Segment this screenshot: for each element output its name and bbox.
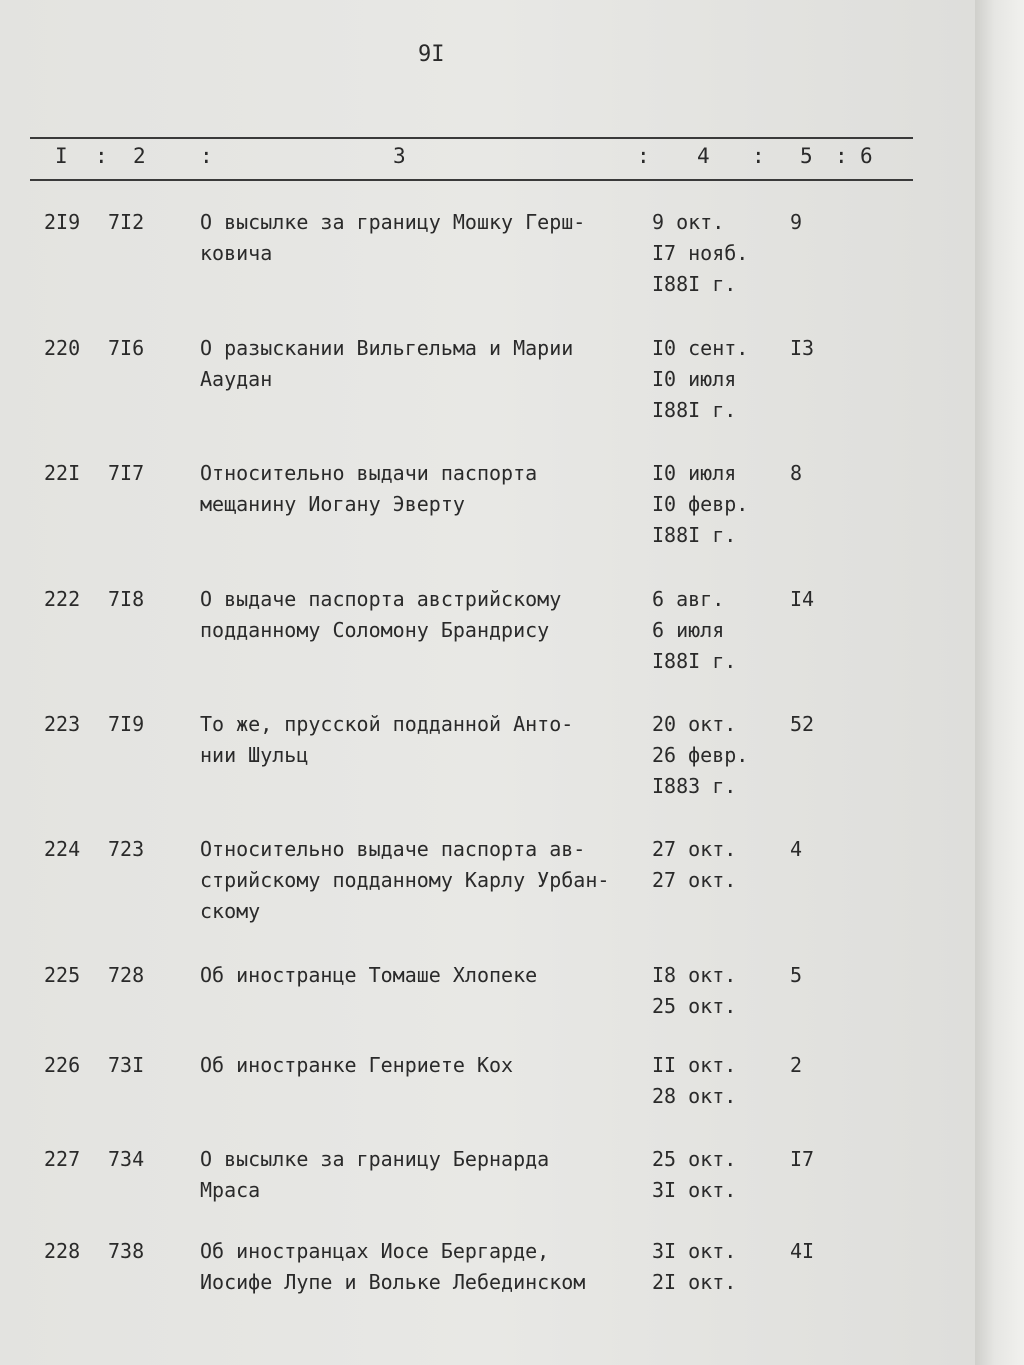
case-dates: II окт. 28 окт.: [652, 1053, 737, 1108]
sheet-count: I4: [790, 587, 815, 611]
header-separator: :: [637, 144, 650, 168]
case-dates: 3I окт. 2I окт.: [652, 1239, 737, 1294]
row-number: 223: [44, 712, 81, 736]
case-dates: 6 авг. 6 июля I88I г.: [652, 587, 737, 673]
case-number: 7I8: [108, 587, 145, 611]
case-dates: 27 окт. 27 окт.: [652, 837, 737, 892]
case-dates: 20 окт. 26 февр. I883 г.: [652, 712, 749, 798]
case-title: О высылке за границу Мошку Герш- ковича: [200, 210, 586, 265]
case-number: 73I: [108, 1053, 145, 1077]
row-number: 227: [44, 1147, 81, 1171]
case-number: 7I9: [108, 712, 145, 736]
case-number: 7I7: [108, 461, 145, 485]
row-number: 2I9: [44, 210, 81, 234]
row-number: 225: [44, 963, 81, 987]
sheet-count: 5: [790, 963, 803, 987]
case-title: Относительно выдаче паспорта ав- стрийскому подданному Карлу Урбан- скому: [200, 837, 610, 923]
row-number: 222: [44, 587, 81, 611]
header-col-4: 4: [697, 144, 710, 168]
sheet-count: 4: [790, 837, 803, 861]
page-edge: [975, 0, 1024, 1365]
header-col-2: 2: [133, 144, 146, 168]
case-number: 738: [108, 1239, 145, 1263]
header-bottom-rule: [30, 179, 913, 181]
case-dates: I0 июля I0 февр. I88I г.: [652, 461, 749, 547]
row-number: 224: [44, 837, 81, 861]
case-number: 7I6: [108, 336, 145, 360]
case-dates: I0 сент. I0 июля I88I г.: [652, 336, 749, 422]
case-number: 723: [108, 837, 145, 861]
case-title: То же, прусской подданной Анто- нии Шульц: [200, 712, 574, 767]
header-separator: :: [752, 144, 765, 168]
row-number: 22I: [44, 461, 81, 485]
sheet-count: 4I: [790, 1239, 815, 1263]
case-dates: I8 окт. 25 окт.: [652, 963, 737, 1018]
header-top-rule: [30, 137, 913, 139]
row-number: 220: [44, 336, 81, 360]
case-title: Об иностранце Томаше Хлопеке: [200, 963, 538, 987]
page-number: 9I: [418, 42, 445, 67]
sheet-count: I7: [790, 1147, 815, 1171]
case-dates: 25 окт. 3I окт.: [652, 1147, 737, 1202]
header-col-3: 3: [393, 144, 406, 168]
sheet-count: 2: [790, 1053, 803, 1077]
header-separator: :: [200, 144, 213, 168]
case-title: О выдаче паспорта австрийскому подданному Соломону Брандрису: [200, 587, 562, 642]
header-col-1: I: [55, 144, 68, 168]
case-number: 728: [108, 963, 145, 987]
case-title: Относительно выдачи паспорта мещанину Иогану Эверту: [200, 461, 538, 516]
header-separator: :: [95, 144, 108, 168]
header-col-6: 6: [860, 144, 873, 168]
case-title: О разыскании Вильгельма и Марии Ааудан: [200, 336, 574, 391]
row-number: 228: [44, 1239, 81, 1263]
sheet-count: I3: [790, 336, 815, 360]
row-number: 226: [44, 1053, 81, 1077]
sheet-count: 8: [790, 461, 803, 485]
case-title: О высылке за границу Бернарда Мраса: [200, 1147, 550, 1202]
case-title: Об иностранке Генриете Кох: [200, 1053, 514, 1077]
case-number: 734: [108, 1147, 145, 1171]
header-separator: :: [835, 144, 848, 168]
case-dates: 9 окт. I7 нояб. I88I г.: [652, 210, 749, 296]
sheet-count: 52: [790, 712, 815, 736]
header-col-5: 5: [800, 144, 813, 168]
case-number: 7I2: [108, 210, 145, 234]
case-title: Об иностранцах Иосе Бергарде, Иосифе Лупе и Вольке Лебединском: [200, 1239, 586, 1294]
sheet-count: 9: [790, 210, 803, 234]
table-header: [0, 144, 975, 174]
